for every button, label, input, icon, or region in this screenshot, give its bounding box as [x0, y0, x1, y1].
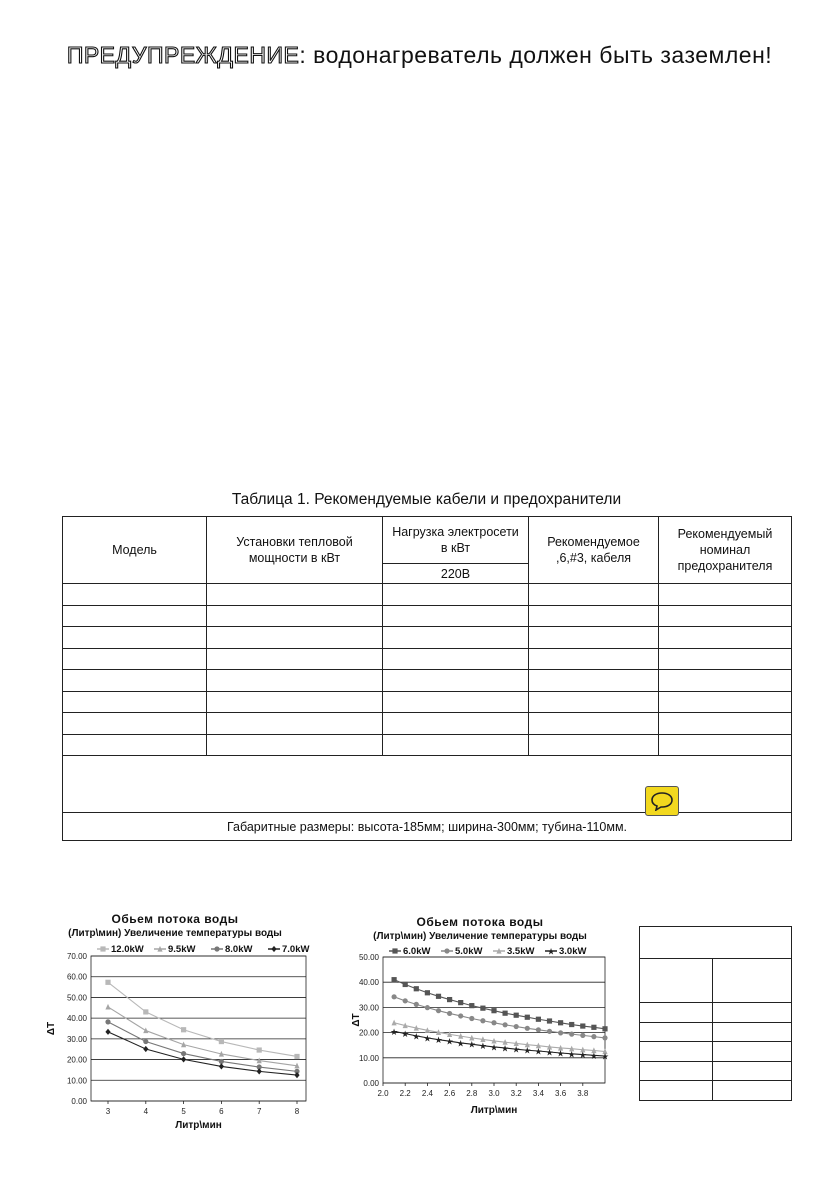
data-point: ★	[401, 1029, 410, 1040]
data-point	[143, 1039, 148, 1044]
series-12.0kW	[105, 980, 299, 1059]
series-line	[108, 982, 297, 1056]
data-point	[514, 1013, 519, 1018]
data-point	[591, 1025, 596, 1030]
legend-label: 3.5kW	[507, 946, 535, 957]
y-tick-label: 40.00	[358, 978, 379, 988]
table-row	[63, 691, 792, 713]
header-power: Установки тепловой мощности в кВт	[207, 517, 383, 584]
data-point	[591, 1034, 596, 1039]
data-point	[536, 1017, 541, 1022]
table-row	[63, 605, 792, 627]
legend-label: 8.0kW	[225, 944, 253, 955]
x-tick-label: 4	[143, 1107, 149, 1116]
data-point	[569, 1032, 574, 1037]
data-point: ★	[589, 1050, 598, 1061]
data-point	[181, 1027, 186, 1032]
data-point: ★	[600, 1051, 610, 1062]
x-tick-label: 6	[219, 1107, 224, 1116]
data-point	[436, 994, 441, 999]
data-point	[469, 1016, 474, 1021]
x-tick-label: 3.6	[555, 1089, 567, 1098]
legend-label: 5.0kW	[455, 946, 483, 957]
data-point	[469, 1003, 474, 1008]
legend-marker	[444, 948, 449, 953]
data-point: ★	[512, 1044, 521, 1055]
x-tick-label: 8	[294, 1107, 300, 1116]
data-point	[602, 1026, 607, 1031]
legend-entry	[268, 944, 309, 955]
data-point	[105, 1019, 110, 1024]
data-point	[569, 1022, 574, 1027]
x-axis-label: Литр\мин	[470, 1105, 518, 1116]
data-point	[558, 1030, 563, 1035]
data-point	[436, 1008, 441, 1013]
y-tick-label: 40.00	[66, 1014, 87, 1024]
x-tick-label: 2.0	[377, 1089, 389, 1098]
legend-entry	[211, 944, 252, 955]
legend-entry	[545, 946, 586, 957]
data-point	[503, 1022, 508, 1027]
series-8.0kW	[105, 1019, 299, 1074]
x-tick-label: 2.8	[466, 1089, 478, 1098]
legend-entry	[493, 946, 534, 957]
side-table	[639, 926, 792, 1101]
data-point: ★	[467, 1039, 476, 1050]
x-tick-label: 2.2	[399, 1089, 411, 1098]
y-tick-label: 30.00	[66, 1034, 87, 1044]
data-point: ★	[423, 1033, 432, 1044]
y-tick-label: 10.00	[66, 1076, 87, 1086]
legend-marker	[100, 946, 105, 951]
x-tick-label: 3.0	[488, 1089, 500, 1098]
data-point	[219, 1039, 224, 1044]
table-row	[63, 670, 792, 692]
data-point	[105, 1029, 110, 1035]
plot-frame	[91, 956, 306, 1101]
data-point	[447, 997, 452, 1002]
data-point	[143, 1009, 148, 1014]
data-point: ★	[489, 1042, 499, 1053]
x-axis-label: Литр\мин	[175, 1120, 222, 1131]
chart-title: Обьем потока воды	[111, 912, 239, 926]
data-point	[105, 980, 110, 985]
cables-table	[62, 516, 792, 841]
legend-label: 3.0kW	[559, 946, 587, 957]
x-tick-label: 3	[105, 1107, 111, 1116]
table-row	[63, 734, 792, 756]
legend-marker	[214, 946, 219, 951]
data-point	[425, 990, 430, 995]
x-tick-label: 3.2	[510, 1089, 522, 1098]
y-tick-label: 0.00	[363, 1079, 379, 1088]
flow-chart-left	[40, 908, 310, 1138]
y-axis-label: ΔT	[351, 1013, 362, 1027]
data-point	[403, 982, 408, 987]
data-point	[458, 1013, 463, 1018]
data-point	[403, 998, 408, 1003]
legend-marker	[392, 948, 397, 953]
data-point	[536, 1027, 541, 1032]
header-load-voltage: 220В	[383, 564, 529, 584]
header-model: Модель	[63, 517, 207, 584]
chart-subtitle: (Литр\мин) Увеличение температуры воды	[68, 928, 282, 939]
data-point: ★	[523, 1045, 532, 1056]
data-point	[143, 1027, 148, 1033]
table-note-cell	[63, 756, 792, 813]
data-point	[257, 1068, 262, 1074]
warning-prefix: ПРЕДУПРЕЖДЕНИЕ	[66, 42, 300, 68]
y-tick-label: 60.00	[66, 972, 87, 982]
data-point	[294, 1054, 299, 1059]
y-tick-label: 50.00	[358, 953, 379, 962]
data-point	[181, 1051, 186, 1056]
data-point	[580, 1033, 585, 1038]
side-table-cell	[640, 959, 713, 1003]
data-point	[580, 1023, 585, 1028]
data-point	[514, 1024, 519, 1029]
header-fuse: Рекомендуемый номинал предохранителя	[659, 517, 792, 584]
y-axis-label: ΔT	[46, 1021, 57, 1036]
side-table-cell	[713, 959, 792, 1003]
data-point	[480, 1018, 485, 1023]
y-tick-label: 20.00	[66, 1055, 87, 1065]
data-point: ★	[456, 1038, 465, 1049]
chart-title: Обьем потока воды	[416, 915, 544, 929]
data-point: ★	[390, 1026, 399, 1037]
y-tick-label: 20.00	[358, 1028, 379, 1038]
legend-label: 9.5kW	[168, 944, 196, 955]
comment-icon[interactable]	[645, 786, 679, 816]
data-point	[392, 1020, 397, 1026]
dimensions-text: Габаритные размеры: высота-185мм; ширина-300мм; тубина-110мм.	[63, 813, 792, 841]
data-point	[558, 1020, 563, 1025]
data-point	[547, 1018, 552, 1023]
data-point	[105, 1004, 110, 1010]
data-point	[547, 1029, 552, 1034]
data-point: ★	[501, 1043, 510, 1054]
series-3.0kW	[390, 1027, 609, 1062]
legend-entry	[389, 946, 430, 957]
legend-entry	[154, 944, 195, 955]
legend-entry	[441, 946, 482, 957]
data-point: ★	[567, 1049, 576, 1060]
table-row	[63, 584, 792, 606]
data-point: ★	[578, 1050, 587, 1061]
y-tick-label: 30.00	[358, 1003, 379, 1013]
table-row	[63, 713, 792, 735]
series-line	[108, 1022, 297, 1072]
data-point	[602, 1035, 607, 1040]
x-tick-label: 7	[256, 1107, 262, 1116]
data-point	[491, 1008, 496, 1013]
data-point	[458, 1000, 463, 1005]
legend-label: 6.0kW	[403, 946, 431, 957]
y-tick-label: 0.00	[71, 1097, 87, 1106]
data-point	[447, 1011, 452, 1016]
data-point: ★	[545, 1047, 554, 1058]
y-tick-label: 70.00	[66, 952, 87, 961]
data-point: ★	[478, 1041, 487, 1052]
data-point	[181, 1056, 186, 1062]
x-tick-label: 3.4	[532, 1089, 544, 1098]
legend-marker	[271, 946, 276, 952]
data-point: ★	[412, 1031, 421, 1042]
data-point: ★	[556, 1048, 565, 1059]
plot-frame	[383, 957, 605, 1083]
data-point	[491, 1020, 496, 1025]
table-row	[63, 648, 792, 670]
legend-label: 7.0kW	[282, 944, 310, 955]
header-load: Нагрузка электросети в кВт	[383, 517, 529, 564]
y-tick-label: 10.00	[358, 1053, 379, 1063]
data-point	[143, 1046, 148, 1052]
series-line	[394, 980, 605, 1029]
legend-entry	[97, 944, 144, 955]
x-tick-label: 3.8	[577, 1089, 589, 1098]
data-point	[503, 1011, 508, 1016]
data-point	[257, 1047, 262, 1052]
data-point	[219, 1063, 224, 1069]
side-table-header	[640, 927, 792, 959]
data-point	[414, 1002, 419, 1007]
x-tick-label: 5	[181, 1107, 186, 1116]
y-tick-label: 50.00	[66, 993, 87, 1003]
data-point	[219, 1059, 224, 1064]
data-point: ★	[445, 1036, 454, 1047]
table-row	[63, 627, 792, 649]
chart-subtitle: (Литр\мин) Увеличение темпepатуры воды	[373, 931, 587, 942]
legend-label: 12.0kW	[111, 944, 144, 955]
data-point	[414, 986, 419, 991]
data-point: ★	[434, 1035, 443, 1046]
data-point: ★	[534, 1046, 543, 1057]
data-point	[392, 977, 397, 982]
header-cable: Рекомендуемое ,6,#3, кабеля	[529, 517, 659, 584]
data-point	[480, 1006, 485, 1011]
table-caption: Таблица 1. Рекомендуемые кабели и предохранители	[231, 491, 622, 508]
flow-chart-right	[345, 912, 615, 1122]
data-point	[425, 1005, 430, 1010]
data-point	[525, 1026, 530, 1031]
warning-text: : водонагреватель должен быть заземлен!	[299, 42, 773, 68]
data-point	[525, 1015, 530, 1020]
legend-marker: ★	[546, 946, 556, 957]
x-tick-label: 2.4	[421, 1089, 433, 1098]
x-tick-label: 2.6	[444, 1089, 456, 1098]
data-point	[392, 994, 397, 999]
warning-banner	[0, 42, 839, 69]
